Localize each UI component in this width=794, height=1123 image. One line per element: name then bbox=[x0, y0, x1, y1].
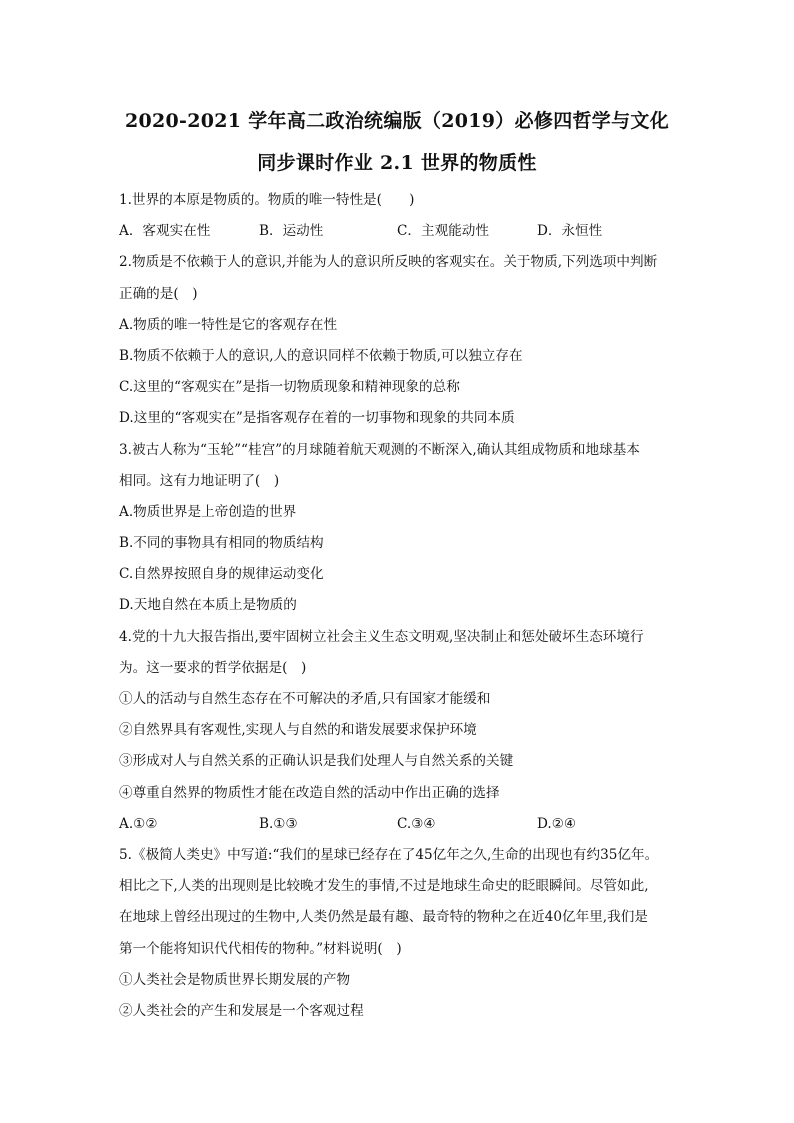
question-list bbox=[119, 185, 679, 1027]
statement-4: ④尊重自然界的物质性才能在改造自然的活动中作出正确的选择 bbox=[119, 784, 500, 801]
option-c: C.这里的“客观实在”是指一切物质现象和精神现象的总称 bbox=[119, 379, 460, 396]
question-stem: 在地球上曾经出现过的生物中,人类仍然是最有趣、最奇特的物种之在近40亿年里,我们是 bbox=[119, 909, 648, 926]
question-5 bbox=[119, 840, 679, 1027]
option-d: D.天地自然在本质上是物质的 bbox=[119, 597, 297, 614]
option-a: A.物质世界是上帝创造的世界 bbox=[119, 503, 297, 520]
option-a: A.物质的唯一特性是它的客观存在性 bbox=[119, 316, 338, 333]
statement-1: ①人类社会是物质世界长期发展的产物 bbox=[119, 971, 351, 988]
question-stem: 5.《极简人类史》中写道:“我们的星球已经存在了45亿年之久,生命的出现也有约35亿年。 bbox=[119, 846, 659, 863]
option-a: A．客观实在性 bbox=[119, 223, 211, 240]
option-row bbox=[119, 809, 679, 840]
option-row bbox=[119, 216, 679, 247]
question-2 bbox=[119, 247, 679, 434]
statement-2: ②人类社会的产生和发展是一个客观过程 bbox=[119, 1002, 364, 1019]
question-4 bbox=[119, 622, 679, 840]
option-b: B.不同的事物具有相同的物质结构 bbox=[119, 535, 324, 552]
question-stem: 相同。这有力地证明了( ) bbox=[119, 472, 280, 489]
document-subtitle: 同步课时作业 2.1 世界的物质性 bbox=[257, 152, 537, 174]
option-a: A.①② bbox=[119, 815, 158, 832]
question-stem: 为。这一要求的哲学依据是( ) bbox=[119, 659, 307, 676]
option-b: B.①③ bbox=[259, 815, 298, 832]
question-3 bbox=[119, 435, 679, 622]
question-1 bbox=[119, 185, 679, 247]
option-c: C.自然界按照自身的规律运动变化 bbox=[119, 566, 324, 583]
statement-3: ③形成对人与自然关系的正确认识是我们处理人与自然关系的关键 bbox=[119, 753, 514, 770]
question-stem: 3.被古人称为“玉轮”“桂宫”的月球随着航天观测的不断深入,确认其组成物质和地球基本 bbox=[119, 441, 640, 458]
document-title: 2020-2021 学年高二政治统编版（2019）必修四哲学与文化 bbox=[124, 110, 670, 132]
option-d: D．永恒性 bbox=[537, 223, 603, 240]
option-d: D.②④ bbox=[537, 815, 577, 832]
question-stem: 4.党的十九大报告指出,要牢固树立社会主义生态文明观,坚决制止和惩处破坏生态环境行 bbox=[119, 628, 644, 645]
option-b: B．运动性 bbox=[259, 223, 324, 240]
option-b: B.物质不依赖于人的意识,人的意识同样不依赖于物质,可以独立存在 bbox=[119, 347, 523, 364]
statement-2: ②自然界具有客观性,实现人与自然的和谐发展要求保护环境 bbox=[119, 722, 477, 739]
question-stem: 第一个能将知识代代相传的物种。”材料说明( ) bbox=[119, 940, 402, 957]
option-c: C.③④ bbox=[397, 815, 436, 832]
statement-1: ①人的活动与自然生态存在不可解决的矛盾,只有国家才能缓和 bbox=[119, 691, 491, 707]
option-d: D.这里的“客观实在”是指客观存在着的一切事物和现象的共同本质 bbox=[119, 410, 515, 427]
question-stem: 2.物质是不依赖于人的意识,并能为人的意识所反映的客观实在。关于物质,下列选项中判断 bbox=[119, 254, 658, 271]
question-stem: 相比之下,人类的出现则是比较晚才发生的事情,不过是地球生命史的眨眼瞬间。尽管如此, bbox=[119, 878, 649, 895]
question-stem: 1.世界的本原是物质的。物质的唯一特性是( ) bbox=[119, 192, 415, 208]
question-stem: 正确的是( ) bbox=[119, 285, 198, 302]
option-c: C．主观能动性 bbox=[397, 223, 489, 240]
